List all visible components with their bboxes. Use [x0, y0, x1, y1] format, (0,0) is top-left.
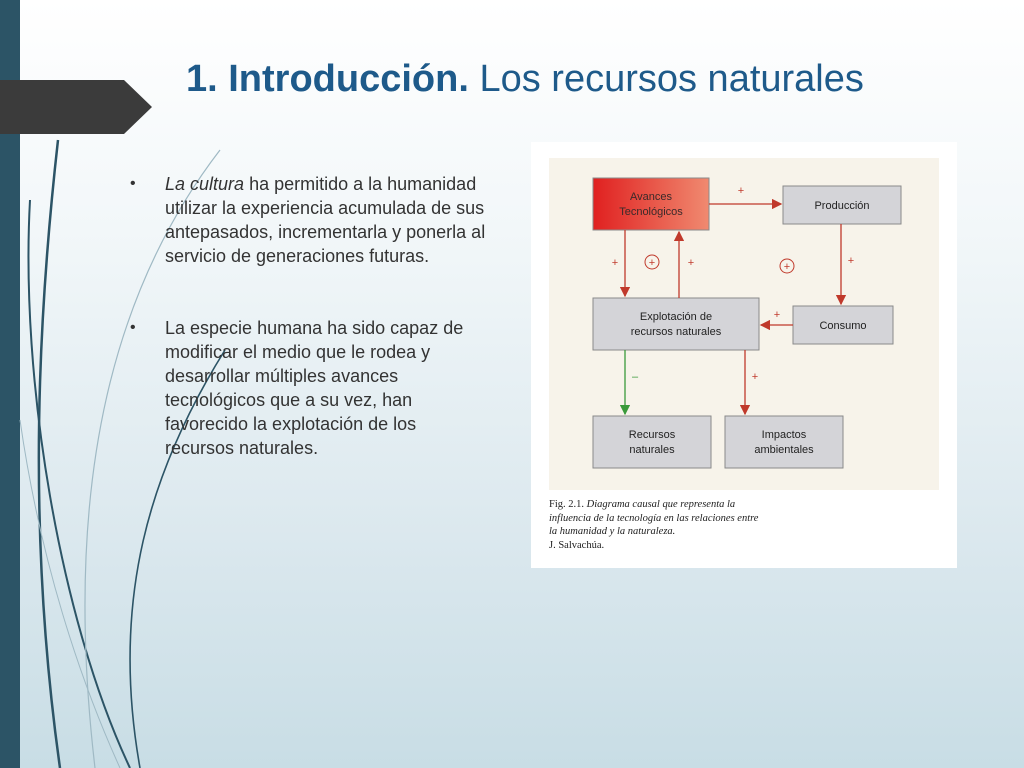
- svg-text:Impactos: Impactos: [761, 429, 807, 441]
- sign-consumo-explotacion: +: [773, 309, 781, 321]
- figure-caption: [549, 498, 769, 552]
- node-consumo: [793, 306, 893, 344]
- sign-avances-explotacion: +: [611, 257, 619, 269]
- sign-explotacion-recursos: –: [631, 371, 639, 383]
- title-text: Los recursos naturales: [479, 58, 864, 100]
- svg-text:Tecnológicos: Tecnológicos: [619, 206, 683, 218]
- svg-text:Consumo: Consumo: [819, 320, 867, 332]
- node-impactos: [725, 416, 843, 468]
- bullet-list: [130, 172, 490, 508]
- sign-avances-produccion: +: [737, 185, 745, 197]
- sign-explotacion-impactos: +: [751, 371, 759, 383]
- sign-produccion-consumo: +: [847, 255, 855, 267]
- caption-author: J. Salvachúa.: [549, 539, 605, 551]
- bullet-dot: •: [130, 319, 136, 336]
- bullet-dot: •: [130, 175, 136, 192]
- bullet-item: [130, 172, 490, 268]
- svg-text:naturales: naturales: [629, 444, 675, 456]
- title-number: 1. Introducción.: [186, 58, 469, 100]
- node-produccion: [783, 186, 901, 224]
- node-explotacion: [593, 298, 759, 350]
- caption-text: Diagrama causal que representa la influencia de la tecnología en las relaciones entre la humanidad y la naturaleza.: [549, 499, 759, 537]
- bullet-italic: La cultura: [165, 174, 245, 194]
- sign-explotacion-avances: +: [687, 257, 695, 269]
- svg-text:Producción: Producción: [814, 200, 870, 212]
- node-avances: [593, 178, 709, 230]
- svg-text:Explotación de: Explotación de: [639, 311, 713, 323]
- svg-text:+: +: [648, 257, 656, 269]
- node-recursos: [593, 416, 711, 468]
- slide-title: [186, 58, 1006, 110]
- caption-label: Fig. 2.1.: [549, 499, 585, 510]
- svg-text:Avances: Avances: [630, 191, 672, 203]
- svg-text:recursos naturales: recursos naturales: [630, 326, 722, 338]
- svg-text:+: +: [783, 261, 791, 273]
- causal-diagram: [549, 158, 939, 490]
- svg-text:Recursos: Recursos: [628, 429, 676, 441]
- bullet-text: La especie humana ha sido capaz de modificar el medio que le rodea y desarrollar múltiples avances tecnológicos que a su vez, han favorecido la explotación de los recursos naturales.: [165, 318, 464, 458]
- svg-text:ambientales: ambientales: [754, 444, 814, 456]
- figure: [531, 142, 957, 568]
- bullet-text: ha permitido a la humanidad utilizar la experiencia acumulada de sus antepasados, incrementarla y ponerla al servicio de generaciones futuras.: [165, 174, 486, 266]
- bullet-item: [130, 316, 490, 460]
